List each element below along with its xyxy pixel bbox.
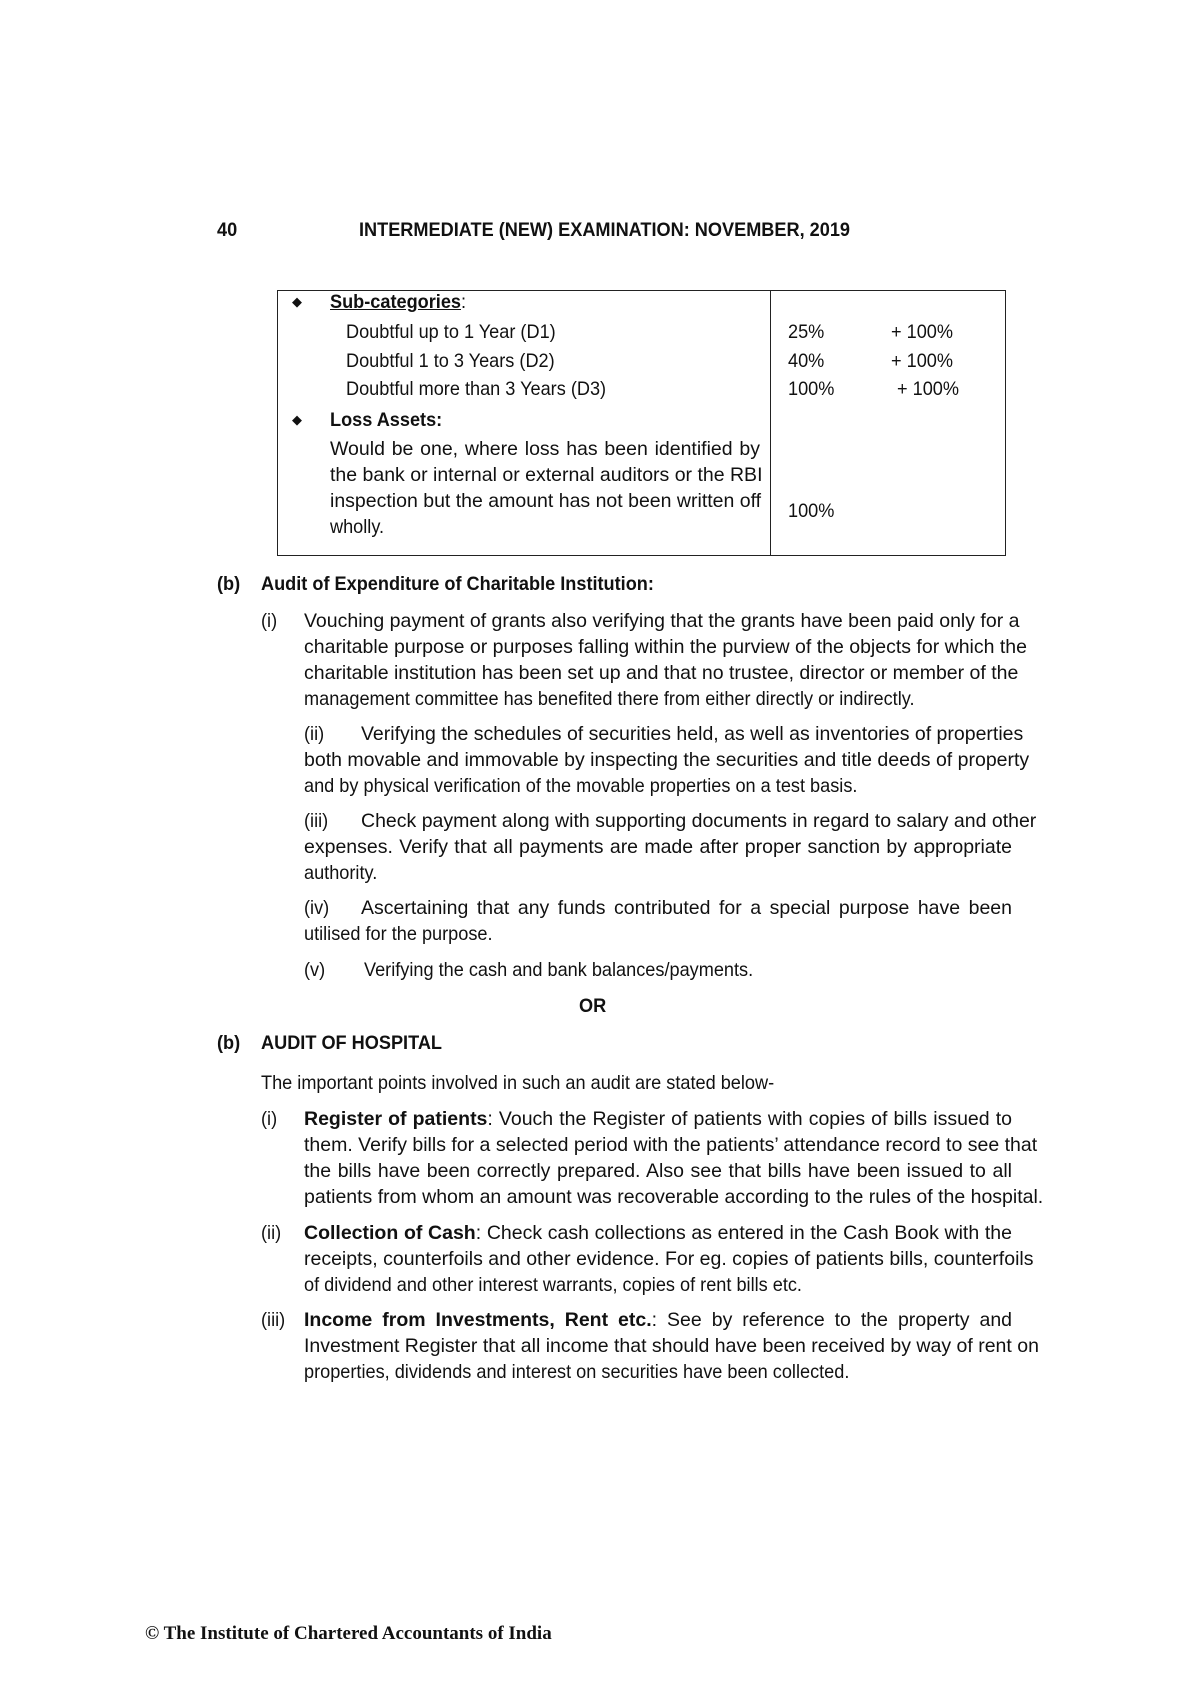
b1-item-i-line-2: charitable purpose or purposes falling within the purview of the objects for which the (304, 636, 1027, 658)
table-column-divider (770, 291, 771, 555)
b2-item-ii-line-2: of dividend and other interest warrants, copies of rent bills etc. (304, 1274, 802, 1296)
b1-item-i-line-3: charitable institution has been set up and that no trustee, director or member of the (304, 662, 1019, 684)
b2-item-i-first (304, 1106, 1012, 1132)
section-b2-intro: The important points involved in such an audit are stated below- (261, 1072, 775, 1094)
row-plus-d2: + 100% (891, 350, 954, 372)
b1-item-i-num: (i) (261, 610, 278, 632)
footer-copyright: © The Institute of Chartered Accountants of India (145, 1623, 552, 1644)
b2-item-iii-first (304, 1307, 1012, 1333)
b1-item-ii-num: (ii) (304, 723, 325, 745)
b1-item-iii-line-1: expenses. Verify that all payments are made after proper sanction by appropriate (304, 836, 1012, 858)
section-b1-label: (b) (217, 573, 241, 595)
row-pct-d3: 100% (788, 378, 835, 400)
b2-item-iii-line-1: Investment Register that all income that should have been received by way of rent on (304, 1335, 1039, 1357)
b2-item-i-rest: : Vouch the Register of patients with copies of bills issued to (487, 1108, 1012, 1130)
row-label-d2: Doubtful 1 to 3 Years (D2) (346, 350, 555, 372)
row-label-d3: Doubtful more than 3 Years (D3) (346, 378, 607, 400)
b1-item-ii-first: Verifying the schedules of securities held, as well as inventories of properties (361, 723, 1024, 745)
row-pct-d1: 25% (788, 321, 825, 343)
or-label: OR (579, 995, 607, 1017)
b2-item-i-line-3: patients from whom an amount was recoverable according to the rules of the hospital. (304, 1186, 1044, 1208)
b1-item-ii-line-2: and by physical verification of the movable properties on a test basis. (304, 775, 858, 797)
b2-item-iii-line-2: properties, dividends and interest on securities have been collected. (304, 1361, 850, 1383)
b1-item-i-line-1: Vouching payment of grants also verifying that the grants have been paid only for a (304, 610, 1020, 632)
loss-line-4: wholly. (330, 516, 385, 538)
page-number: 40 (217, 219, 238, 241)
subcategories-colon: : (461, 291, 467, 313)
loss-line-2: the bank or internal or external auditors or the RBI (330, 464, 763, 486)
b1-item-i-line-4: management committee has benefited there from either directly or indirectly. (304, 688, 915, 710)
b2-item-iii-rest: : See by reference to the property and (651, 1309, 1013, 1331)
b2-item-ii-num: (ii) (261, 1222, 282, 1244)
loss-assets-heading: Loss Assets: (330, 409, 443, 431)
b2-item-iii-bold: Income from Investments, Rent etc. (304, 1309, 652, 1331)
subcategories-heading-cell (330, 289, 466, 315)
b1-item-iii-first: Check payment along with supporting documents in regard to salary and other (361, 810, 1037, 832)
b1-item-v-first: Verifying the cash and bank balances/payments. (364, 959, 754, 981)
b2-item-i-line-1: them. Verify bills for a selected period with the patients’ attendance record to see that (304, 1134, 1038, 1156)
b2-item-ii-bold: Collection of Cash (304, 1222, 476, 1244)
row-plus-d3: + 100% (897, 378, 960, 400)
row-pct-d2: 40% (788, 350, 825, 372)
b2-item-ii-line-1: receipts, counterfoils and other evidence. For eg. copies of patients bills, counterfoils (304, 1248, 1034, 1270)
row-plus-d1: + 100% (891, 321, 954, 343)
b2-item-i-bold: Register of patients (304, 1108, 488, 1130)
b2-item-i-line-2: the bills have been correctly prepared. Also see that bills have been issued to all (304, 1160, 1012, 1182)
b1-item-iv-line-1: utilised for the purpose. (304, 923, 493, 945)
loss-line-1: Would be one, where loss has been identified by (330, 438, 760, 460)
b2-item-ii-rest: : Check cash collections as entered in the Cash Book with the (475, 1222, 1012, 1244)
diamond-bullet-icon: ◆ (292, 412, 302, 427)
row-label-d1: Doubtful up to 1 Year (D1) (346, 321, 556, 343)
b1-item-v-num: (v) (304, 959, 326, 981)
section-b1-title: Audit of Expenditure of Charitable Institution: (261, 573, 654, 595)
b2-item-ii-first (304, 1220, 1012, 1246)
exam-title: INTERMEDIATE (NEW) EXAMINATION: NOVEMBER, 2019 (359, 219, 851, 241)
b2-item-iii-num: (iii) (261, 1309, 286, 1331)
b1-item-ii-line-1: both movable and immovable by inspecting the securities and title deeds of property (304, 749, 1030, 771)
b1-item-iv-num: (iv) (304, 897, 330, 919)
subcategories-heading: Sub-categories (330, 291, 462, 313)
b1-item-iii-line-2: authority. (304, 862, 378, 884)
b1-item-iii-num: (iii) (304, 810, 329, 832)
b2-item-i-num: (i) (261, 1108, 278, 1130)
loss-line-3: inspection but the amount has not been written off (330, 490, 762, 512)
provision-table (277, 290, 1006, 556)
b1-item-iv-first: Ascertaining that any funds contributed for a special purpose have been (361, 897, 1012, 919)
section-b2-label: (b) (217, 1032, 241, 1054)
diamond-bullet-icon: ◆ (292, 294, 302, 309)
loss-pct: 100% (788, 500, 835, 522)
section-b2-title: AUDIT OF HOSPITAL (261, 1032, 443, 1054)
